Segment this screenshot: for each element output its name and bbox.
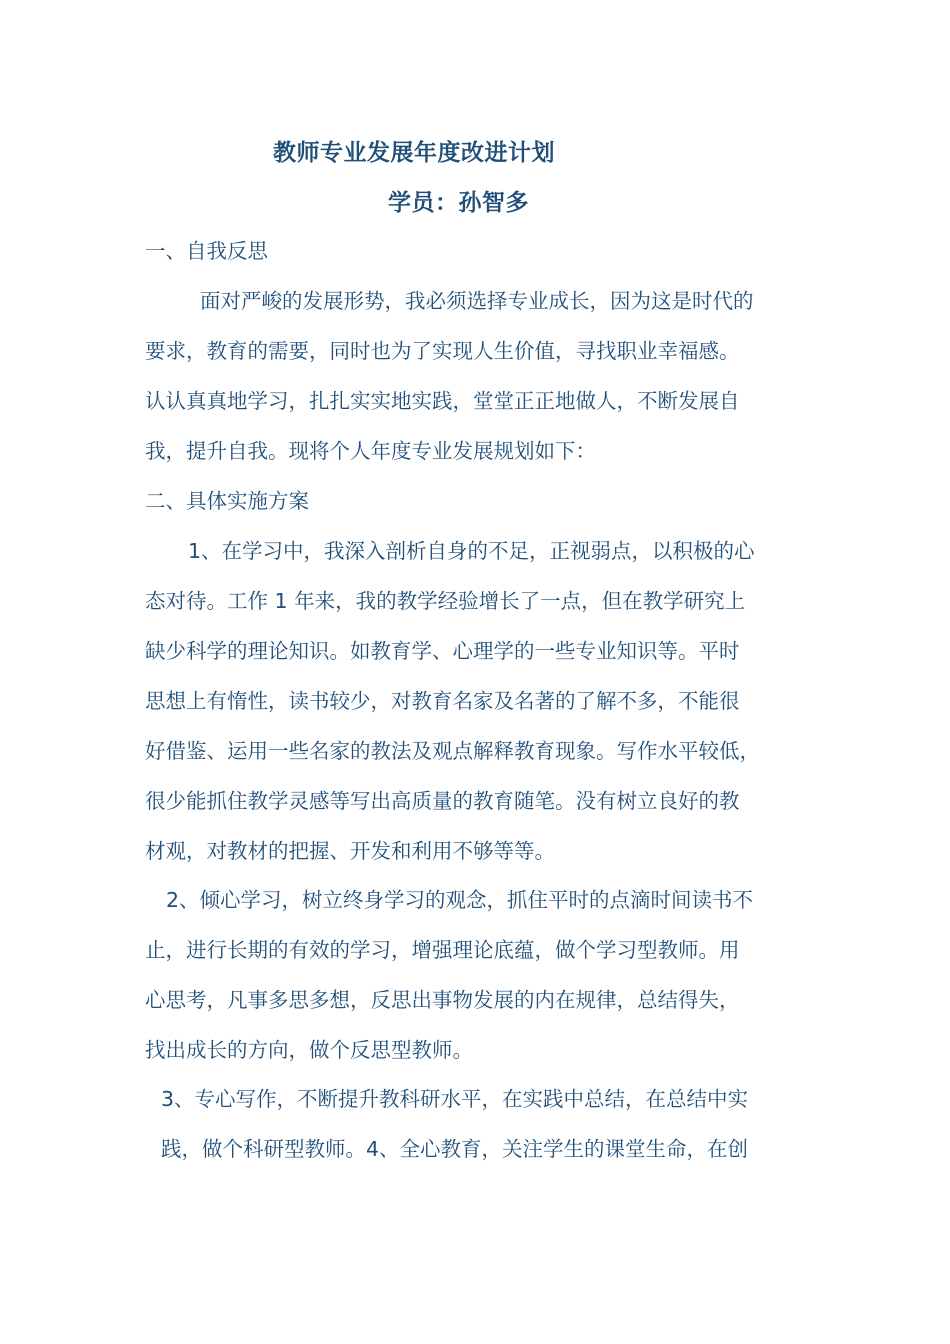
section-heading: 一、自我反思 — [145, 239, 268, 263]
text-line: 缺少科学的理论知识。如教育学、心理学的一些专业知识等。平时 — [145, 639, 740, 663]
text-line: 认认真真地学习，扎扎实实地实践，堂堂正正地做人，不断发展自 — [145, 389, 740, 413]
text-line: 1、在学习中，我深入剖析自身的不足，正视弱点，以积极的心 — [188, 539, 755, 563]
text-line: 好借鉴、运用一些名家的教法及观点解释教育现象。写作水平较低， — [145, 739, 760, 763]
text-line: 止，进行长期的有效的学习，增强理论底蕴，做个学习型教师。用 — [145, 938, 740, 962]
text-line: 材观，对教材的把握、开发和利用不够等等。 — [145, 839, 555, 863]
text-line: 践，做个科研型教师。4、全心教育，关注学生的课堂生命，在创 — [161, 1137, 749, 1161]
text-line: 面对严峻的发展形势，我必须选择专业成长，因为这是时代的 — [200, 289, 754, 313]
text-line: 思想上有惰性，读书较少，对教育名家及名著的了解不多，不能很 — [145, 689, 740, 713]
document-title: 教师专业发展年度改进计划 — [273, 140, 555, 166]
text-line: 2、倾心学习，树立终身学习的观念，抓住平时的点滴时间读书不 — [166, 888, 754, 912]
text-line: 找出成长的方向，做个反思型教师。 — [145, 1038, 473, 1062]
text-line: 3、专心写作，不断提升教科研水平，在实践中总结，在总结中实 — [161, 1087, 749, 1111]
document-subtitle: 学员：孙智多 — [388, 190, 529, 216]
text-line: 态对待。工作 1 年来，我的教学经验增长了一点，但在教学研究上 — [145, 589, 746, 613]
text-line: 很少能抓住教学灵感等写出高质量的教育随笔。没有树立良好的教 — [145, 789, 740, 813]
text-line: 我，提升自我。现将个人年度专业发展规划如下： — [145, 439, 596, 463]
text-line: 心思考，凡事多思多想，反思出事物发展的内在规律，总结得失， — [145, 988, 740, 1012]
text-line: 要求，教育的需要，同时也为了实现人生价值，寻找职业幸福感。 — [145, 339, 740, 363]
section-heading: 二、具体实施方案 — [145, 489, 309, 513]
